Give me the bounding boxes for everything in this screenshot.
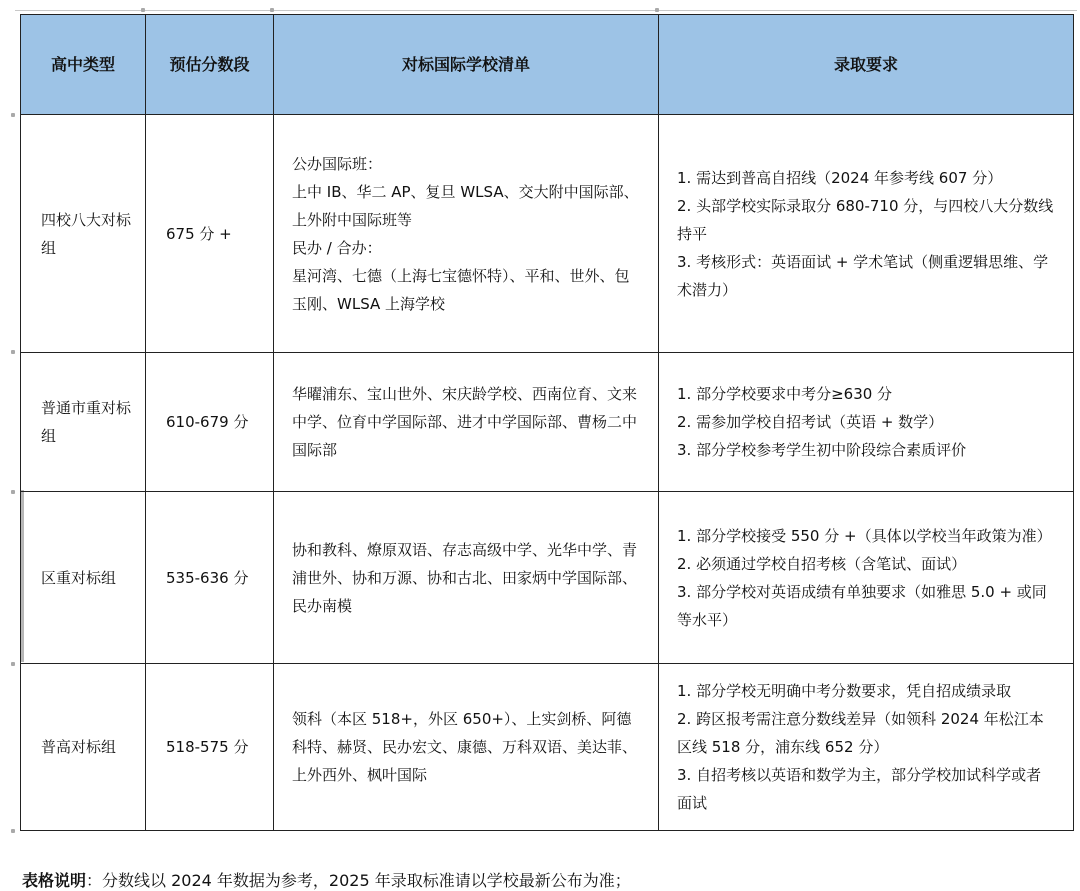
- row-mark: [11, 113, 15, 117]
- type-cell: 普高对标组: [21, 664, 146, 831]
- schools-line: 民办 / 合办：: [292, 238, 382, 257]
- schools-cell: [274, 115, 659, 353]
- requirement-item: 1. 部分学校要求中考分≥630 分: [677, 385, 893, 403]
- row-mark: [11, 662, 15, 666]
- requirement-item: 2. 需参加学校自招考试（英语 + 数学）: [677, 413, 944, 431]
- score-cell: 675 分 +: [146, 115, 274, 353]
- row-mark: [11, 490, 15, 494]
- requirements-cell: [659, 115, 1074, 353]
- table-note: [22, 868, 631, 891]
- header-score: 预估分数段: [146, 15, 274, 115]
- ruler-tick: [655, 8, 659, 12]
- requirement-item: 2. 头部学校实际录取分 680-710 分，与四校八大分数线持平: [677, 196, 1054, 243]
- row-mark: [11, 350, 15, 354]
- table-row: [21, 353, 1074, 492]
- schools-line: 华曜浦东、宝山世外、宋庆龄学校、西南位育、文来中学、位育中学国际部、进才中学国际部、曹杨二中国际部: [292, 385, 638, 459]
- row-mark: [11, 829, 15, 833]
- requirement-item: 3. 部分学校参考学生初中阶段综合素质评价: [677, 441, 967, 459]
- requirement-item: 2. 跨区报考需注意分数线差异（如领科 2024 年松江本区线 518 分，浦东线 652 分）: [677, 710, 1044, 756]
- page-top-rule: [15, 10, 1077, 11]
- schools-line: 领科（本区 518+，外区 650+）、上实剑桥、阿德科特、赫贤、民办宏文、康德、万科双语、美达菲、上外西外、枫叶国际: [292, 710, 638, 784]
- schools-cell: [274, 664, 659, 831]
- schools-cell: [274, 353, 659, 492]
- type-cell: 区重对标组: [21, 492, 146, 664]
- requirements-cell: [659, 492, 1074, 664]
- schools-line: 上中 IB、华二 AP、复旦 WLSA、交大附中国际部、上外附中国际班等: [292, 182, 639, 229]
- margin-marks: [11, 0, 17, 889]
- note-text: ：分数线以 2024 年数据为参考，2025 年录取标准请以学校最新公布为准；: [86, 871, 631, 890]
- score-cell: 610-679 分: [146, 353, 274, 492]
- table-row: [21, 492, 1074, 664]
- requirement-item: 1. 需达到普高自招线（2024 年参考线 607 分）: [677, 168, 1003, 187]
- header-requirements: 录取要求: [659, 15, 1074, 115]
- header-schools: 对标国际学校清单: [274, 15, 659, 115]
- requirement-item: 2. 必须通过学校自招考核（含笔试、面试）: [677, 554, 967, 573]
- requirements-cell: [659, 664, 1074, 831]
- requirement-item: 1. 部分学校无明确中考分数要求，凭自招成绩录取: [677, 682, 1012, 700]
- ruler-tick: [141, 8, 145, 12]
- schools-line: 星河湾、七德（上海七宝德怀特）、平和、世外、包玉刚、WLSA 上海学校: [292, 266, 630, 313]
- requirement-item: 3. 考核形式：英语面试 + 学术笔试（侧重逻辑思维、学术潜力）: [677, 252, 1049, 299]
- type-cell: 普通市重对标组: [21, 353, 146, 492]
- table-row: [21, 115, 1074, 353]
- requirement-item: 1. 部分学校接受 550 分 +（具体以学校当年政策为准）: [677, 526, 1052, 545]
- requirements-cell: [659, 353, 1074, 492]
- type-cell: 四校八大对标组: [21, 115, 146, 353]
- table-header-row: [21, 15, 1074, 115]
- header-type: 高中类型: [21, 15, 146, 115]
- score-cell: 518-575 分: [146, 664, 274, 831]
- table-row: [21, 664, 1074, 831]
- ruler-tick: [270, 8, 274, 12]
- requirement-item: 3. 自招考核以英语和数学为主，部分学校加试科学或者面试: [677, 766, 1042, 812]
- admission-table: [20, 14, 1074, 831]
- schools-cell: [274, 492, 659, 664]
- score-cell: 535-636 分: [146, 492, 274, 664]
- note-label: 表格说明: [22, 871, 87, 890]
- schools-line: 协和教科、燎原双语、存志高级中学、光华中学、青浦世外、协和万源、协和古北、田家炳中学国际部、民办南模: [292, 540, 638, 615]
- requirement-item: 3. 部分学校对英语成绩有单独要求（如雅思 5.0 + 或同等水平）: [677, 582, 1047, 629]
- schools-line: 公办国际班：: [292, 154, 383, 173]
